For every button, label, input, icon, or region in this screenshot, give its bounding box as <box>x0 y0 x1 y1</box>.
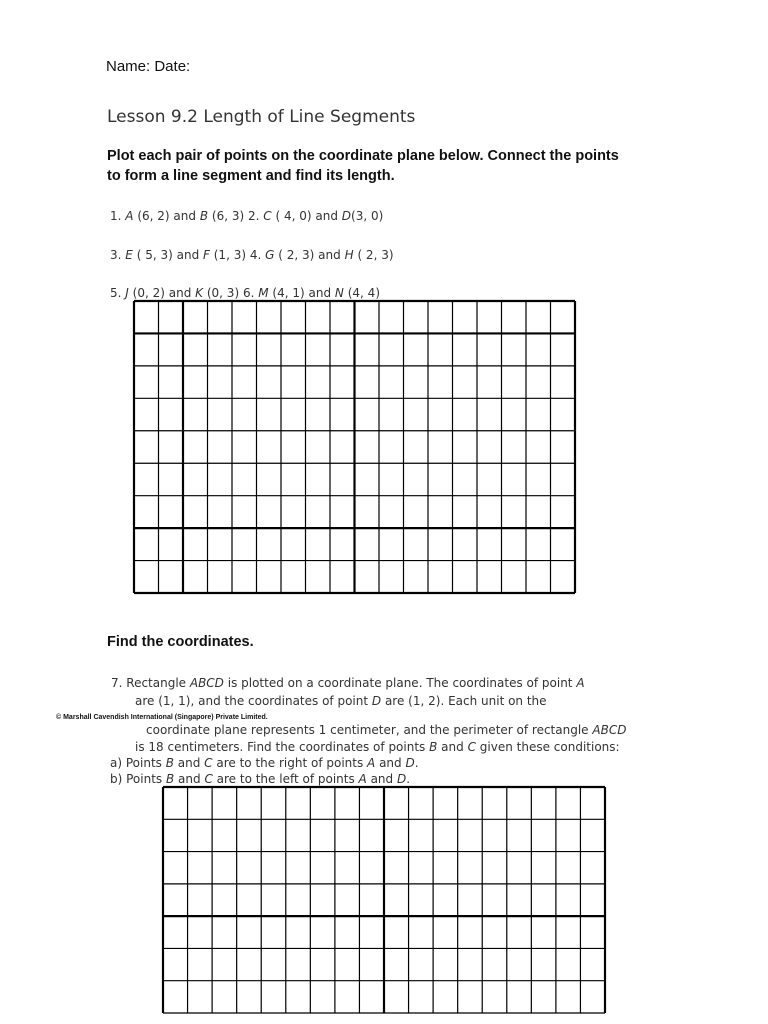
problem-number: 4. <box>249 248 262 262</box>
instruction-line-1: Plot each pair of points on the coordinate plane below. Connect the points <box>107 148 619 164</box>
q7-text: and <box>437 740 468 754</box>
point-coords: (0, 3) <box>206 286 240 300</box>
q7-text: and <box>173 756 205 770</box>
point-label: C <box>204 772 213 786</box>
point-label: C <box>467 740 476 754</box>
point-label: A <box>367 756 376 770</box>
q7-text: and <box>366 772 397 786</box>
problem-number: 1. <box>110 209 122 223</box>
point-coords: (4, 4) <box>347 286 380 300</box>
find-coordinates-heading: Find the coordinates. <box>107 634 254 650</box>
q7-text: b) Points <box>110 772 166 786</box>
copyright-notice: © Marshall Cavendish International (Singapore) Private Limited. <box>56 714 268 721</box>
rect-label: ABCD <box>592 723 627 737</box>
instruction-line-2: to form a line segment and find its length. <box>107 168 395 184</box>
q7-text: are to the right of points <box>212 756 368 770</box>
q7-text: given these conditions: <box>475 740 620 754</box>
point-coords: (6, 2) <box>137 209 170 223</box>
point-label: A <box>358 772 367 786</box>
point-label: D <box>371 694 382 708</box>
point-label: C <box>263 209 272 223</box>
point-coords: ( 5, 3) <box>136 248 173 262</box>
point-label: K <box>195 286 204 300</box>
problem-number: 6. <box>242 286 255 300</box>
lesson-title: Lesson 9.2 Length of Line Segments <box>107 107 416 127</box>
q7-text: are (1, 2). Each unit on the <box>381 694 547 708</box>
and-word: and <box>318 248 341 262</box>
point-label: F <box>203 248 210 262</box>
problem-number: 5. <box>110 286 122 300</box>
and-word: and <box>176 248 200 262</box>
point-label: D <box>396 772 407 786</box>
q7-line-1 <box>111 676 585 690</box>
point-label: C <box>204 756 213 770</box>
q7-text: are (1, 1), and the coordinates of point <box>135 694 372 708</box>
point-label: A <box>576 676 585 690</box>
q7-text: is 18 centimeters. Find the coordinates of points <box>135 740 430 754</box>
q7-text: coordinate plane represents 1 centimeter, and the perimeter of rectangle <box>146 723 593 737</box>
q7-text: a) Points <box>110 756 166 770</box>
q7-text: and <box>375 756 406 770</box>
q7-line-2 <box>135 694 547 708</box>
point-coords: (6, 3) <box>211 209 245 223</box>
q7-text: . <box>414 756 419 770</box>
point-label: B <box>429 740 438 754</box>
point-label: E <box>125 248 133 262</box>
and-word: and <box>173 209 196 223</box>
point-label: H <box>344 248 354 262</box>
problem-number: 2. <box>247 209 260 223</box>
point-label: J <box>125 286 129 300</box>
and-word: and <box>315 209 338 223</box>
q7-condition-a <box>110 756 419 770</box>
point-coords: ( 4, 0) <box>275 209 312 223</box>
rect-label: ABCD <box>189 676 224 690</box>
point-coords: (0, 2) <box>132 286 165 300</box>
point-label: M <box>258 286 269 300</box>
q7-text: . <box>406 772 411 786</box>
point-coords: (3, 0) <box>351 209 384 223</box>
q7-line-4 <box>135 740 620 754</box>
q7-text: 7. Rectangle <box>111 676 190 690</box>
point-label: N <box>334 286 344 300</box>
point-coords: (1, 3) <box>213 248 247 262</box>
point-label: B <box>165 772 175 786</box>
problem-number: 3. <box>110 248 122 262</box>
point-label: G <box>265 248 275 262</box>
q7-text: and <box>174 772 205 786</box>
and-word: and <box>308 286 332 300</box>
q7-text: are to the left of points <box>212 772 359 786</box>
point-label: B <box>199 209 209 223</box>
point-label: B <box>165 756 174 770</box>
point-coords: ( 2, 3) <box>278 248 315 262</box>
point-label: A <box>125 209 134 223</box>
point-label: D <box>341 209 352 223</box>
name-date-line: Name: Date: <box>106 58 191 75</box>
and-word: and <box>168 286 192 300</box>
q7-text: is plotted on a coordinate plane. The coordinates of point <box>223 676 577 690</box>
point-coords: (4, 1) <box>272 286 305 300</box>
point-label: D <box>405 756 415 770</box>
point-coords: ( 2, 3) <box>357 248 394 262</box>
q7-condition-b <box>110 772 410 786</box>
q7-line-3 <box>146 723 626 737</box>
